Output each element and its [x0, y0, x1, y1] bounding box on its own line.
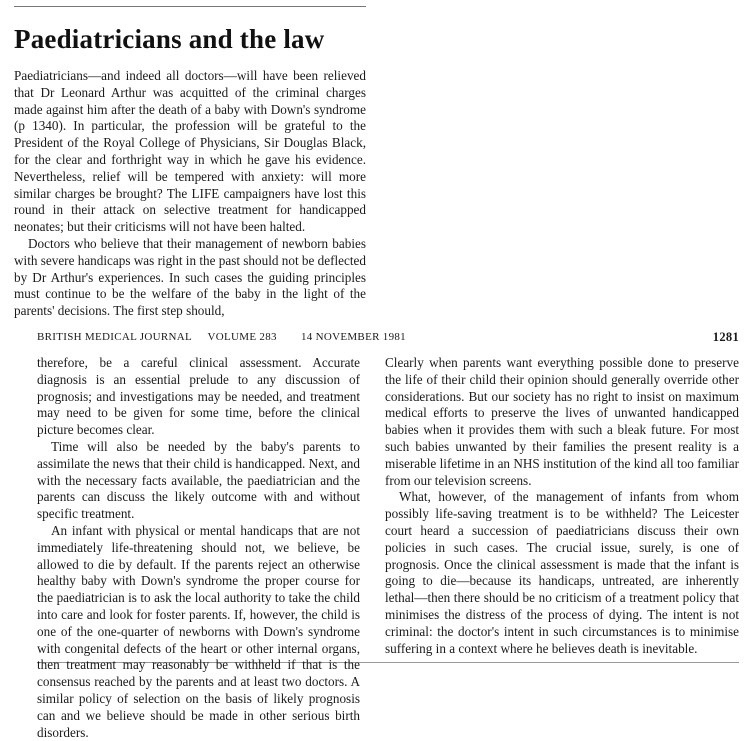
left-paragraph-3: An infant with physical or mental handicaps that are not immediately life-threatening should not, we believe, be allowed to die by default. If the parents reject an otherwise healthy baby with Down's syndrome the proper course for the paediatrician is to ask the local authority to take the child into care and look for foster parents. If, however, the child is one of the one-quarter of newborns with Down's syndrome with congenital defects of the heart or other internal organs, then treatment may reasonably be withheld if that is the consensus reached by the parents and at least two doctors. A similar policy of selection on the basis of likely prognosis can and we believe should be made in other serious birth disorders. — [37, 522, 360, 740]
right-column — [385, 355, 739, 657]
running-header — [37, 331, 739, 347]
left-column — [37, 355, 360, 741]
left-paragraph-1: therefore, be a careful clinical assessment. Accurate diagnosis is an essential prelude to any discussion of prognosis; and investigations may be needed, and treatment may need to be given for some time, before the clinical picture becomes clear. — [37, 355, 360, 438]
right-paragraph-2: What, however, of the management of infants from whom possibly life-saving treatment is to be withheld? The Leicester court heard a succession of paediatricians discuss their own policies in such cases. The crucial issue, surely, is one of prognosis. Once the clinical assessment is made that the infant is going to die—because its handicaps, untreated, are inherently lethal—then there should be no criticism of a treatment policy that minimises the distress of the process of dying. The intent is not criminal: the doctor's intent in such circumstances is to minimise suffering in a context where he believes death is inevitable. — [385, 489, 739, 656]
right-paragraph-1: Clearly when parents want everything possible done to preserve the life of their child their opinion should generally override other considerations. But our society has no right to insist on maximum medical efforts to preserve the lives of unwanted handicapped babies when it provides them with such a bleak future. For most such babies unwanted by their families the present reality is a miserable lifetime in an NHS institution of the kind all too familiar from our television screens. — [385, 355, 739, 488]
intro-paragraph-1: Paediatricians—and indeed all doctors—will have been relieved that Dr Leonard Arthur was acquitted of the criminal charges made against him after the death of a baby with Down's syndrome (p 1340). In particular, the profession will be grateful to the President of the Royal College of Physicians, Sir Douglas Black, for the clear and forthright way in which he gave his evidence. Nevertheless, relief will be tempered with anxiety: will more similar charges be brought? The LIFE campaigners have lost this round in their attack on selective treatment for handicapped neonates; but their criticisms will not have been halted. — [14, 68, 366, 235]
volume-label: VOLUME 283 — [207, 331, 277, 343]
journal-name: BRITISH MEDICAL JOURNAL — [37, 331, 192, 343]
issue-date: 14 NOVEMBER 1981 — [300, 331, 406, 343]
running-header-left — [37, 331, 406, 343]
intro-column — [14, 68, 366, 320]
left-paragraph-2: Time will also be needed by the baby's parents to assimilate the news that their child is handicapped. Next, and with the necessary facts available, the paediatrician and the parents can discuss the likely outcome with and without specific treatment. — [37, 438, 360, 522]
intro-paragraph-2: Doctors who believe that their management of newborn babies with severe handicaps was right in the past should not be deflected by Dr Arthur's experiences. In such cases the guiding principles must continue to be the welfare of the baby in the light of the parents' decisions. The first step should, — [14, 235, 366, 319]
top-rule — [14, 6, 366, 7]
article-title: Paediatricians and the law — [14, 24, 325, 54]
page-number: 1281 — [712, 330, 739, 344]
